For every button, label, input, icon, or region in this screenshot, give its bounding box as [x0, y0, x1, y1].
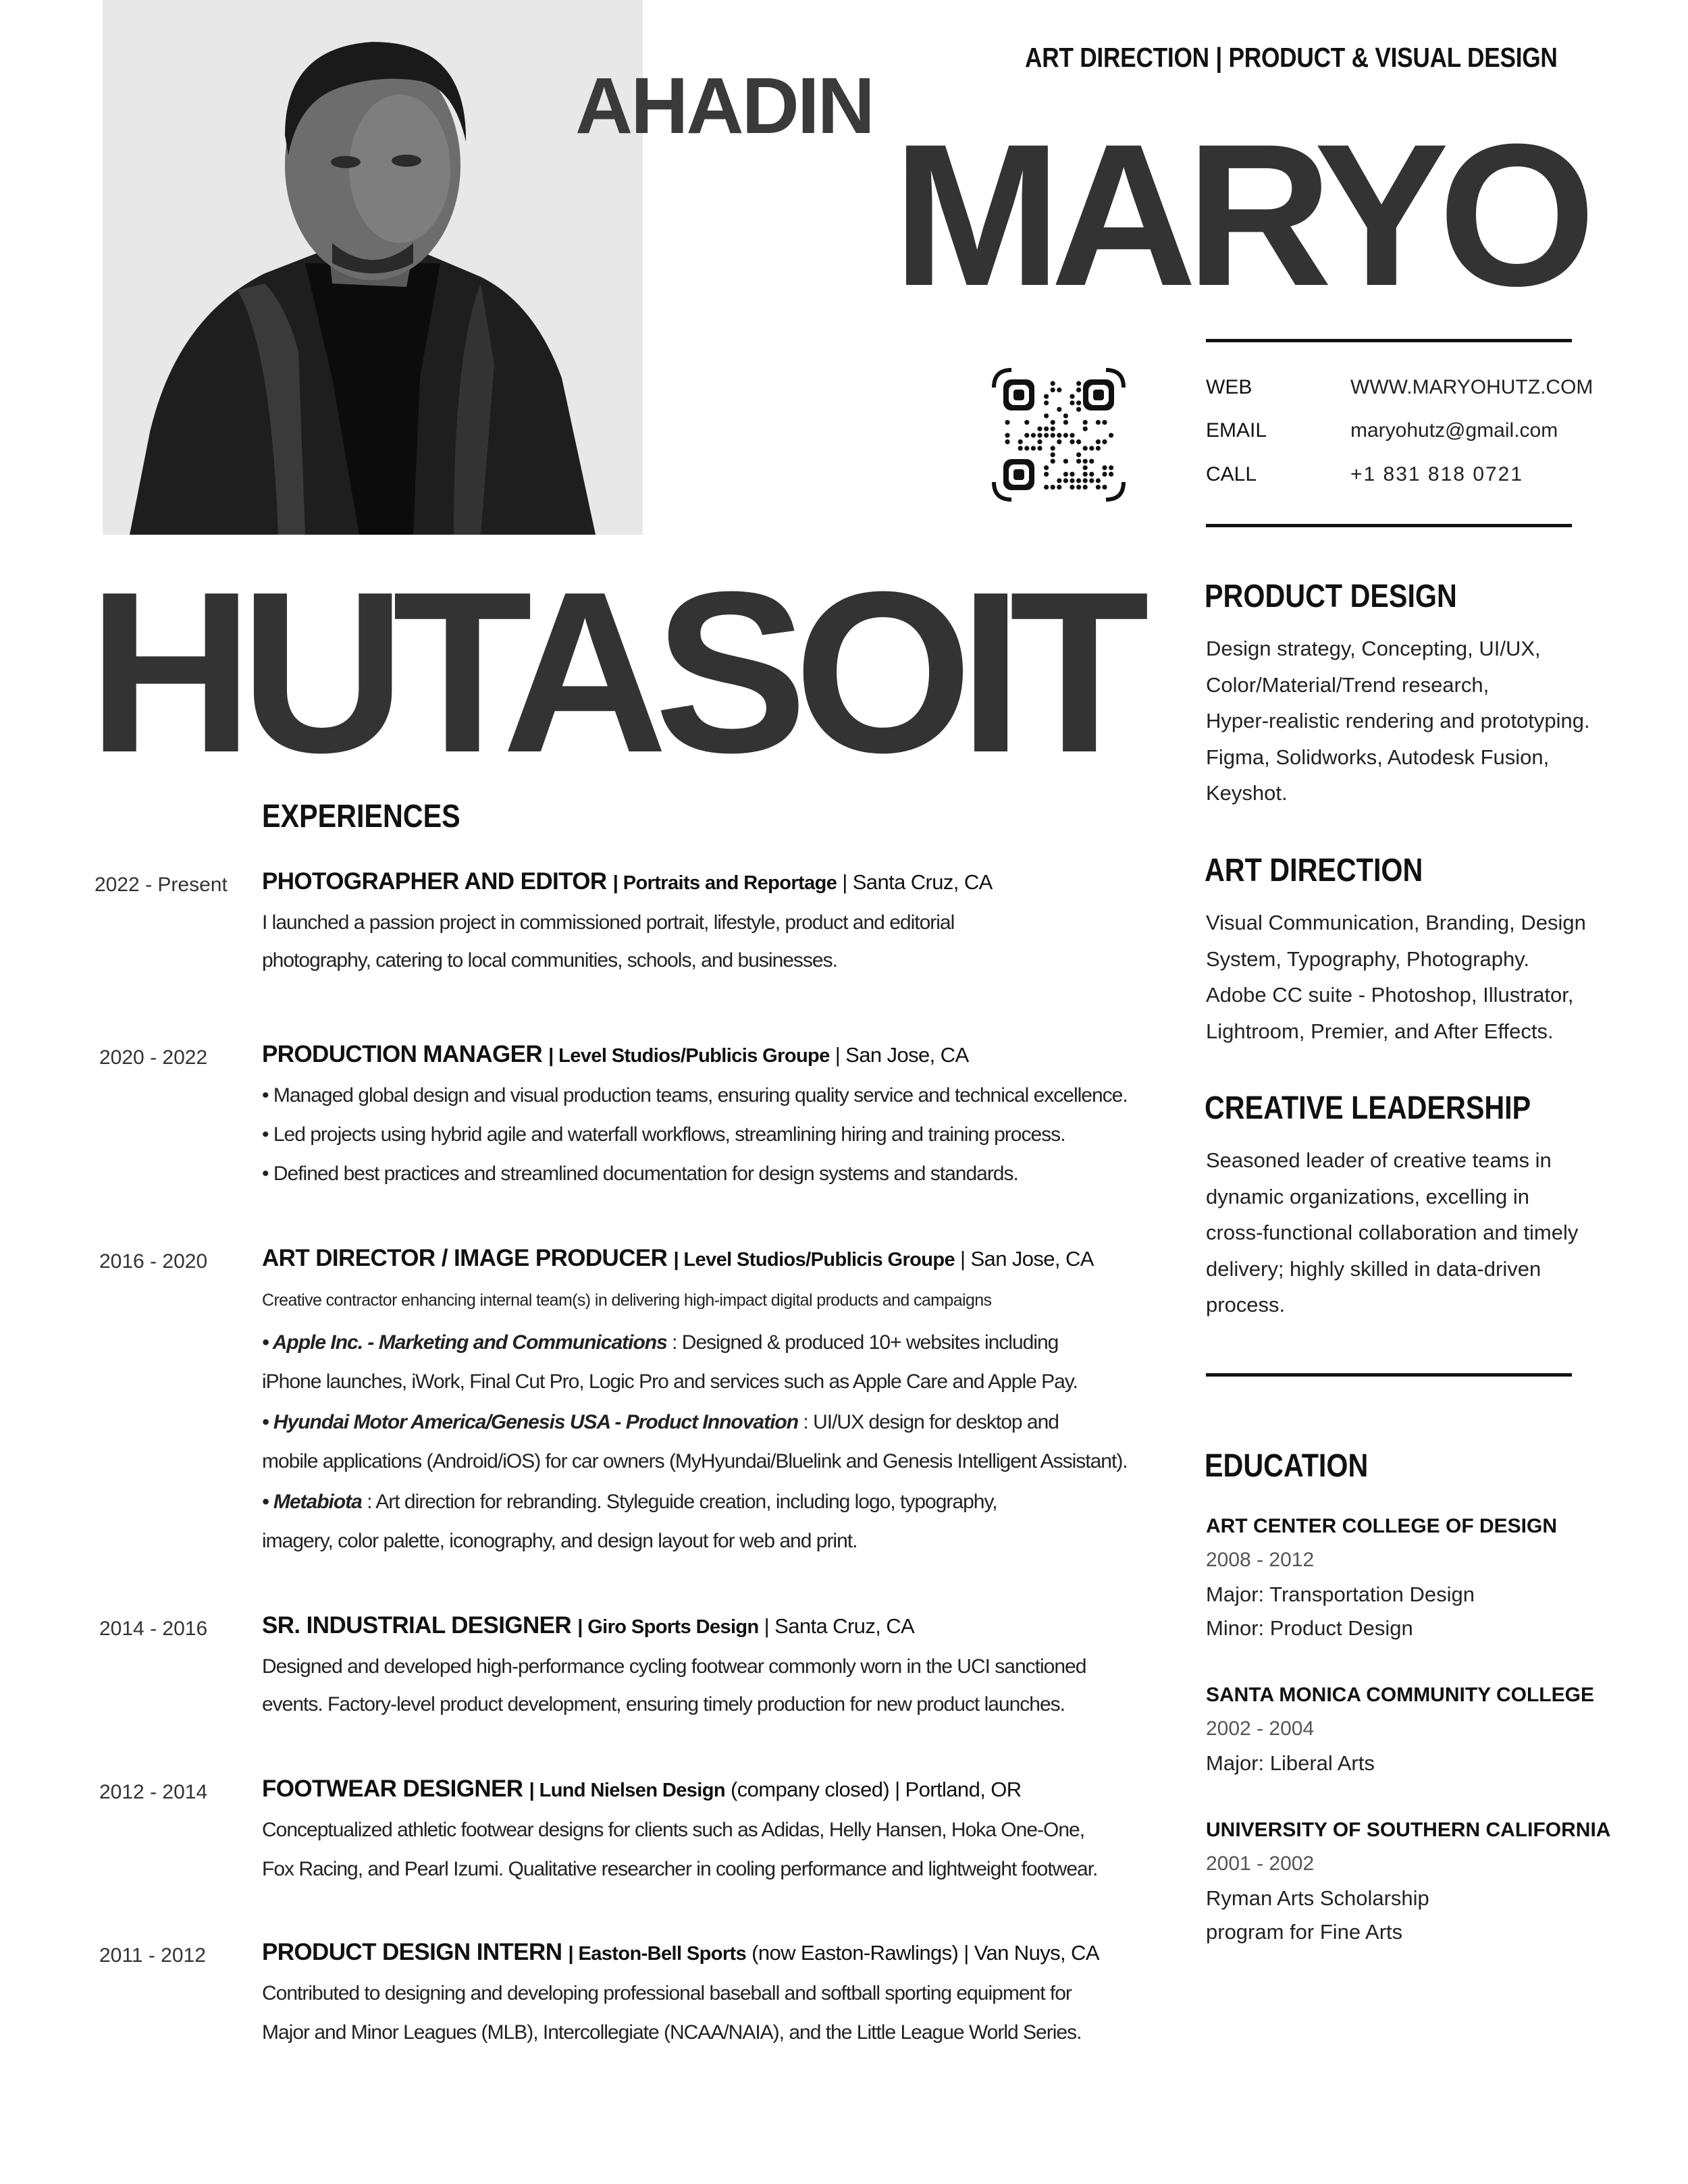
header-tagline: ART DIRECTION | PRODUCT & VISUAL DESIGN — [1025, 42, 1558, 73]
skill-body-art-direction — [1206, 905, 1611, 1049]
job-subtitle: Creative contractor enhancing internal team(s) in delivering high-impact digital products and campaigns — [262, 1291, 992, 1310]
web-link[interactable]: WWW.MARYOHUTZ.COM — [1350, 376, 1593, 398]
job-date: 2016 - 2020 — [99, 1250, 208, 1273]
skill-line: delivery; highly skilled in data-driven — [1206, 1256, 1541, 1281]
skill-heading-art-direction: ART DIRECTION — [1205, 853, 1423, 888]
job-date: 2011 - 2012 — [99, 1944, 206, 1967]
education-top-rule — [1206, 1373, 1572, 1377]
job-bullet: • Defined best practices and streamlined documentation for design systems and standards. — [262, 1163, 1018, 1185]
skill-line: Keyshot. — [1206, 781, 1288, 805]
education-heading: EDUCATION — [1205, 1448, 1369, 1484]
skill-line: System, Typography, Photography. — [1206, 947, 1530, 971]
job-title: FOOTWEAR DESIGNER — [262, 1776, 523, 1802]
job-bullet-cont: iPhone launches, iWork, Final Cut Pro, Logic Pro and services such as Apple Care and Apple Pay. — [262, 1370, 1078, 1393]
job-bullet — [262, 1491, 997, 1514]
job-location: (company closed) | Portland, OR — [725, 1778, 1022, 1801]
skill-line: Figma, Solidworks, Autodesk Fusion, — [1206, 745, 1550, 769]
job-location: | San Jose, CA — [955, 1247, 1094, 1271]
job-date: 2012 - 2014 — [99, 1781, 208, 1803]
school-detail: Minor: Product Design — [1206, 1616, 1413, 1640]
job-location: (now Easton-Rawlings) | Van Nuys, CA — [746, 1941, 1099, 1965]
job-title-line — [262, 1776, 1022, 1803]
job-title: PRODUCT DESIGN INTERN — [262, 1939, 562, 1965]
phone-link[interactable]: +1 831 818 0721 — [1350, 463, 1524, 485]
email-label: EMAIL — [1206, 419, 1267, 442]
school-detail: Major: Liberal Arts — [1206, 1751, 1375, 1775]
experiences-heading: EXPERIENCES — [262, 799, 460, 834]
job-date: 2020 - 2022 — [99, 1046, 208, 1069]
job-title-line — [262, 1939, 1099, 1966]
skill-line: Color/Material/Trend research, — [1206, 672, 1489, 697]
skill-line: Hyper-realistic rendering and prototyping. — [1206, 709, 1590, 733]
skill-line: process. — [1206, 1293, 1286, 1316]
skill-line: cross-functional collaboration and timely — [1206, 1221, 1579, 1244]
skill-body-creative-leadership — [1206, 1142, 1611, 1323]
call-label: CALL — [1206, 463, 1257, 485]
first-name: AHADIN — [575, 61, 873, 151]
skill-heading-product-design: PRODUCT DESIGN — [1205, 579, 1457, 614]
job-company: | Easton-Bell Sports — [568, 1943, 747, 1965]
job-description: Conceptualized athletic footwear designs for clients such as Adidas, Helly Hansen, Hoka One-One, — [262, 1819, 1085, 1841]
job-date: 2022 - Present — [95, 874, 228, 896]
job-description: photography, catering to local communities, schools, and businesses. — [262, 949, 837, 971]
job-location: | San Jose, CA — [829, 1043, 969, 1067]
job-description: I launched a passion project in commissioned portrait, lifestyle, product and editorial — [262, 911, 955, 934]
job-description: Designed and developed high-performance cycling footwear commonly worn in the UCI sanctioned — [262, 1655, 1086, 1678]
job-company: | Portraits and Reportage — [612, 872, 837, 894]
skill-line: Seasoned leader of creative teams in — [1206, 1148, 1552, 1172]
qr-code-icon — [991, 367, 1126, 502]
school-years: 2008 - 2012 — [1206, 1549, 1315, 1571]
job-title: SR. INDUSTRIAL DESIGNER — [262, 1612, 572, 1639]
skill-line: Visual Communication, Branding, Design — [1206, 911, 1586, 934]
job-description: Major and Minor Leagues (MLB), Intercollegiate (NCAA/NAIA), and the Little League World Series. — [262, 2021, 1082, 2044]
client-text: : Art direction for rebranding. Styleguide creation, including logo, typography, — [361, 1491, 997, 1513]
job-title-line — [262, 1245, 1094, 1272]
school-name: UNIVERSITY OF SOUTHERN CALIFORNIA — [1206, 1819, 1611, 1841]
job-bullet — [262, 1411, 1059, 1434]
web-label: WEB — [1206, 376, 1252, 398]
email-link[interactable]: maryohutz@gmail.com — [1350, 419, 1558, 442]
job-title-line — [262, 868, 993, 895]
client-name: • Apple Inc. - Marketing and Communications — [262, 1331, 667, 1354]
job-location: | Santa Cruz, CA — [837, 870, 993, 894]
school-name: SANTA MONICA COMMUNITY COLLEGE — [1206, 1684, 1594, 1706]
client-name: • Hyundai Motor America/Genesis USA - Product Innovation — [262, 1411, 799, 1433]
school-detail: Major: Transportation Design — [1206, 1582, 1475, 1606]
job-company: | Giro Sports Design — [577, 1616, 759, 1638]
job-description: Fox Racing, and Pearl Izumi. Qualitative researcher in cooling performance and lightweight footwear. — [262, 1858, 1098, 1880]
school-detail: Ryman Arts Scholarship — [1206, 1886, 1429, 1910]
job-date: 2014 - 2016 — [99, 1618, 208, 1640]
job-title-line — [262, 1041, 969, 1068]
job-description: Contributed to designing and developing professional baseball and softball sporting equipment for — [262, 1982, 1072, 2004]
middle-name: MARYO — [893, 101, 1585, 328]
school-years: 2001 - 2002 — [1206, 1853, 1315, 1875]
client-text: : UI/UX design for desktop and — [798, 1411, 1059, 1433]
school-detail: program for Fine Arts — [1206, 1920, 1403, 1944]
skill-line: Lightroom, Premier, and After Effects. — [1206, 1019, 1554, 1043]
skill-line: Adobe CC suite - Photoshop, Illustrator, — [1206, 983, 1574, 1007]
school-years: 2002 - 2004 — [1206, 1717, 1315, 1740]
portrait-photo — [103, 0, 643, 535]
job-company: | Lund Nielsen Design — [529, 1780, 725, 1801]
client-name: • Metabiota — [262, 1491, 362, 1513]
last-name: HUTASOIT — [88, 544, 1136, 801]
job-bullet: • Managed global design and visual production teams, ensuring quality service and technical excellence. — [262, 1084, 1128, 1107]
skill-body-product-design — [1206, 631, 1611, 811]
job-title-line — [262, 1612, 914, 1639]
job-company: | Level Studios/Publicis Groupe — [673, 1249, 955, 1271]
school-name: ART CENTER COLLEGE OF DESIGN — [1206, 1515, 1558, 1537]
skill-line: dynamic organizations, excelling in — [1206, 1184, 1530, 1208]
job-title: PRODUCTION MANAGER — [262, 1041, 543, 1067]
contact-bottom-rule — [1206, 524, 1572, 527]
job-bullet-cont: mobile applications (Android/iOS) for car owners (MyHyundai/Bluelink and Genesis Intelligent Assistant). — [262, 1450, 1128, 1472]
client-text: : Designed & produced 10+ websites including — [666, 1331, 1059, 1354]
skill-heading-creative-leadership: CREATIVE LEADERSHIP — [1205, 1090, 1531, 1126]
job-bullet: • Led projects using hybrid agile and waterfall workflows, streamlining hiring and training process. — [262, 1123, 1065, 1146]
job-bullet-cont: imagery, color palette, iconography, and design layout for web and print. — [262, 1530, 858, 1552]
skill-line: Design strategy, Concepting, UI/UX, — [1206, 637, 1541, 660]
job-title: ART DIRECTOR / IMAGE PRODUCER — [262, 1245, 668, 1271]
job-title: PHOTOGRAPHER AND EDITOR — [262, 868, 607, 895]
job-location: | Santa Cruz, CA — [758, 1614, 915, 1638]
job-description: events. Factory-level product development, ensuring timely production for new product launches. — [262, 1693, 1065, 1715]
contact-top-rule — [1206, 339, 1572, 342]
job-company: | Level Studios/Publicis Groupe — [548, 1045, 830, 1067]
job-bullet — [262, 1331, 1058, 1354]
